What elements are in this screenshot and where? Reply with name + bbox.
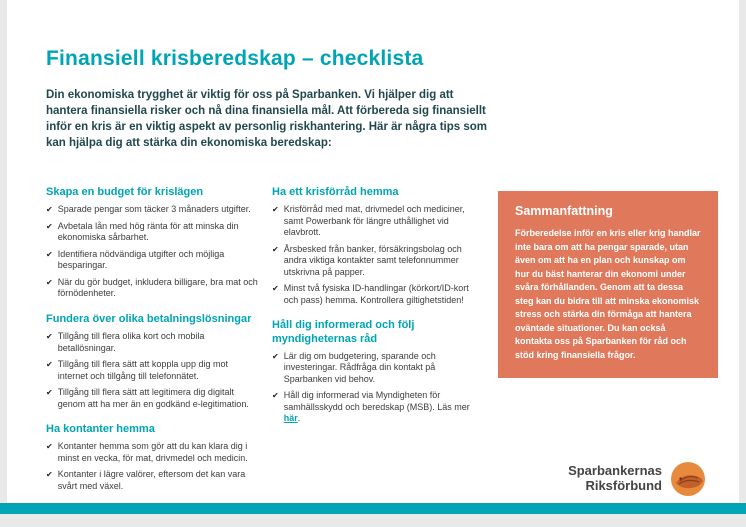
checklist-item [46,249,260,272]
checklist-item [272,390,478,425]
summary-box [498,191,718,378]
section-supplies [272,186,478,306]
footer-bar [0,503,746,514]
section-informed [272,319,478,424]
check-icon: ✔ [46,205,53,215]
msb-text-after: . [297,413,301,424]
checklist-payments [46,331,260,410]
checklist-item-text: Lär dig om budgetering, sparande och investeringar. Rådfråga din kontakt på Sparbanken vid behov. [283,350,436,384]
checklist-informed [272,351,478,425]
summary-heading: Sammanfattning [515,204,613,218]
checklist-item [46,221,260,244]
checklist-item-text: Krisförråd med mat, drivmedel och mediciner, samt Powerbank för längre uthållighet vid elavbrott. [283,204,465,238]
intro-paragraph: Din ekonomiska trygghet är viktig för oss på Sparbanken. Vi hjälper dig att hantera finansiella risker och nå dina finansiella mål. Att förbereda sig finansiellt inför en kris är en viktig aspekt av personlig riskhantering. Här är några tips som kan hjälpa dig att stärka din ekonomiska beredskap: [46,89,487,149]
checklist-item [272,283,478,306]
checklist-item-text: Avbetala lån med hög ränta för att minska din ekonomiska sårbarhet. [57,220,239,243]
check-icon: ✔ [46,249,53,259]
check-icon: ✔ [272,391,279,401]
logo-text [568,464,662,494]
checklist-item-text: Tillgång till flera olika kort och mobila betallösningar. [57,330,205,353]
page-title: Finansiell krisberedskap – checklista [46,47,424,70]
check-icon: ✔ [46,277,53,287]
checklist-item-text: Identifiera nödvändiga utgifter och möjliga besparingar. [57,248,225,271]
section-heading-supplies: Ha ett krisförråd hemma [272,186,399,198]
check-icon: ✔ [46,388,53,398]
checklist-item [272,204,478,239]
checklist-item [46,331,260,354]
checklist-item-text [284,390,478,425]
logo-line1: Sparbankernas [568,463,662,479]
check-icon: ✔ [46,470,53,480]
check-icon: ✔ [46,221,53,231]
checklist-item-text: Kontanter i lägre valörer, eftersom det kan vara svårt med växel. [57,469,246,491]
summary-body: Förberedelse inför en kris eller krig handlar inte bara om att ha pengar sparade, utan även om att ha en plan och kunskap om hur du bäst hanterar din ekonomi under svåra förhållanden. Genom att ta dessa steg kan du bidra till att minska ekonomisk stress och stärka din förmåga att hantera oväntade situationer. Du kan också kontakta oss på Sparbanken för råd och stöd kring finansiella frågor. [515,228,701,360]
check-icon: ✔ [272,205,279,215]
checklist-item [272,351,478,386]
checklist-budget [46,204,260,300]
column-left [46,186,260,505]
section-heading-payments: Fundera över olika betalningslösningar [46,312,252,325]
check-icon: ✔ [46,331,53,341]
checklist-item-text: Tillgång till flera sätt att koppla upp dig mot internet och tillgång till telefonnätet. [57,359,228,381]
checklist-supplies [272,204,478,306]
column-middle [272,186,478,438]
check-icon: ✔ [272,244,279,254]
checklist-cash [46,441,260,492]
logo [568,461,706,497]
logo-line2: Riksförbund [585,478,662,493]
section-cash [46,423,260,492]
checklist-item-text: Minst två fysiska ID-handlingar (körkort/ID-kort och pass) hemma. Kontrollera giltighetstiden! [283,283,469,305]
section-heading-informed: Håll dig informerad och följ myndigheternas råd [272,319,415,345]
checklist-item-text: Kontanter hemma som gör att du kan klara dig i minst en vecka, för mat, drivmedel och medicin. [57,441,248,463]
section-heading-cash: Ha kontanter hemma [46,423,155,436]
checklist-item-text: Sparade pengar som täcker 3 månaders utgifter. [57,204,251,215]
checklist-item-text: När du gör budget, inkludera billigare, bra mat och förnödenheter. [57,276,258,299]
page-sheet [7,0,739,503]
msb-link[interactable]: här [283,413,298,424]
checklist-item [46,441,260,464]
check-icon: ✔ [272,351,279,361]
checklist-item [46,359,260,382]
checklist-item [272,244,478,279]
check-icon: ✔ [46,360,53,370]
checklist-item-text: Årsbesked från banker, försäkringsbolag och andra viktiga kontakter samt telefonnummer utskrivna på papper. [283,243,462,277]
checklist-item [46,204,260,216]
check-icon: ✔ [46,442,53,452]
checklist-item [46,469,260,492]
checklist-item [46,277,260,300]
msb-text-before: Håll dig informerad via Myndigheten för samhällsskydd och beredskap (MSB). Läs mer [283,390,470,412]
check-icon: ✔ [272,284,279,294]
checklist-item-text: Tillgång till flera sätt att legitimera dig digitalt genom att ha mer än en godkänd e-legitimation. [57,387,249,409]
section-budget [46,186,260,300]
sparbankernas-riksforbund-logo-icon [670,461,706,497]
section-heading-budget: Skapa en budget för krislägen [46,186,204,198]
section-payments [46,313,260,410]
checklist-item [46,387,260,410]
